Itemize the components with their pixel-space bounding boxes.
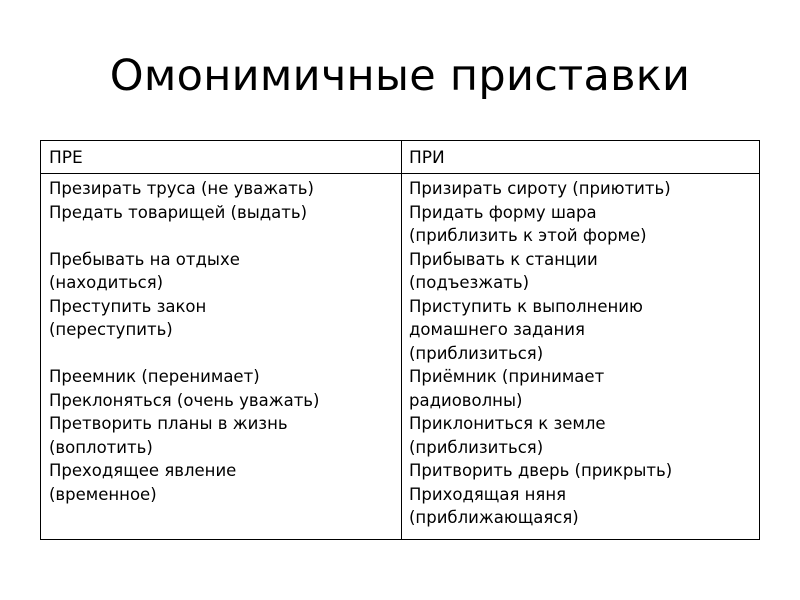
pri-example-line: (приблизиться) (409, 343, 544, 363)
pre-example-line: Преемник (перенимает) (49, 367, 260, 386)
header-divider (41, 173, 759, 174)
pri-example-line: радиоволны) (409, 390, 523, 410)
column-divider (401, 141, 402, 539)
pre-examples-column (49, 177, 401, 506)
pri-example-line: Прибывать к станции (409, 249, 598, 269)
slide-title: Омонимичные приставки (109, 51, 691, 101)
pri-example-line: (приблизить к этой форме) (409, 226, 647, 245)
pri-example-line: домашнего задания (409, 320, 585, 339)
pri-example-line: Приёмник (принимает (409, 367, 605, 386)
pri-example-line: (приблизиться) (409, 437, 544, 457)
pri-examples-column (409, 177, 761, 530)
pri-example-line: (подъезжать) (409, 273, 530, 292)
group-spacer (49, 342, 401, 366)
pri-example-line: (приближающаяся) (409, 508, 579, 527)
pre-example-line: Преклоняться (очень уважать) (49, 390, 320, 410)
pri-example-line: Придать форму шара (409, 202, 597, 222)
pri-example-line: Приходящая няня (409, 484, 567, 504)
pre-example-line: Предать товарищей (выдать) (49, 202, 308, 222)
pre-example-line: (переступить) (49, 320, 173, 339)
pre-example-line: (воплотить) (49, 437, 153, 457)
pre-example-line: Презирать труса (не уважать) (49, 179, 314, 198)
pri-example-line: Призирать сироту (приютить) (409, 179, 671, 198)
pre-example-line: Преходящее явление (49, 461, 237, 480)
prefix-comparison-table (40, 140, 760, 540)
header-pre: ПРЕ (49, 148, 83, 168)
header-pri: ПРИ (409, 148, 445, 168)
pre-example-line: Претворить планы в жизнь (49, 414, 288, 433)
pri-example-line: Приступить к выполнению (409, 296, 643, 316)
group-spacer (49, 224, 401, 248)
pre-example-line: (временное) (49, 484, 157, 504)
pre-example-line: Пребывать на отдыхе (49, 249, 240, 269)
pri-example-line: Приклониться к земле (409, 414, 606, 433)
pri-example-line: Притворить дверь (прикрыть) (409, 461, 673, 480)
pre-example-line: (находиться) (49, 273, 164, 292)
pre-example-line: Преступить закон (49, 296, 207, 316)
